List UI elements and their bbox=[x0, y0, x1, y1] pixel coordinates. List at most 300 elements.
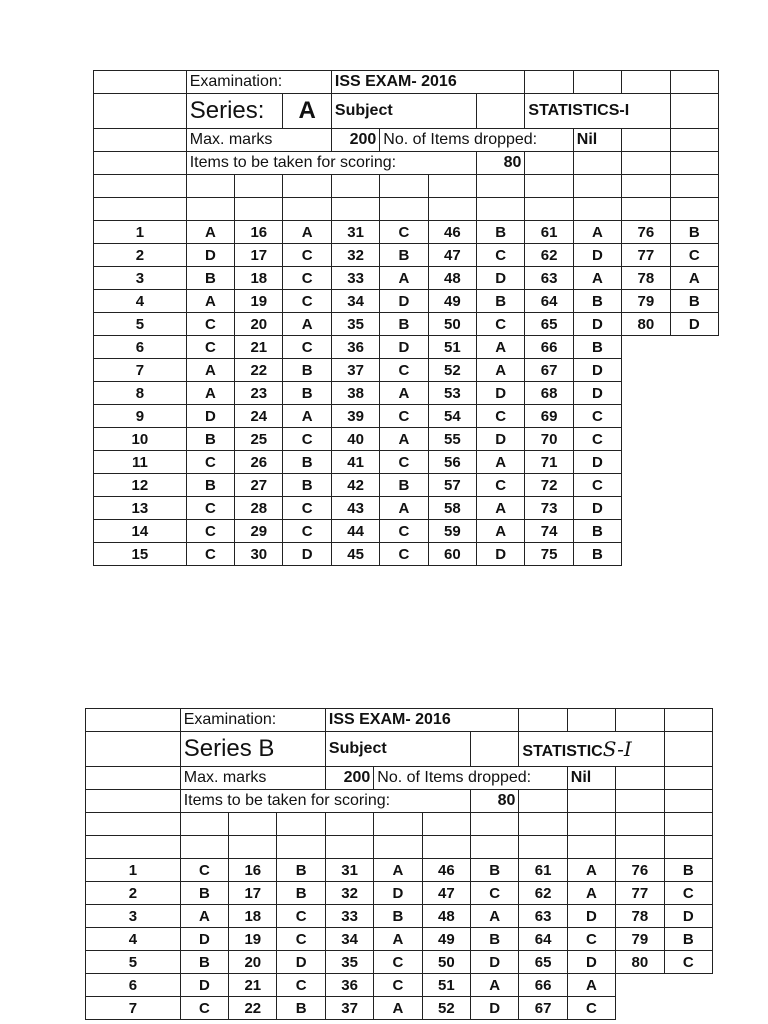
answer-row bbox=[86, 905, 713, 928]
answer-key: D bbox=[477, 428, 525, 451]
question-number: 72 bbox=[525, 474, 573, 497]
question-number: 77 bbox=[616, 882, 664, 905]
blank-cell bbox=[670, 474, 718, 497]
question-number: 39 bbox=[331, 405, 379, 428]
question-number: 22 bbox=[235, 359, 283, 382]
answer-key: B bbox=[573, 543, 621, 566]
question-number: 18 bbox=[229, 905, 277, 928]
question-number: 29 bbox=[235, 520, 283, 543]
question-number: 37 bbox=[325, 997, 373, 1020]
answer-key: A bbox=[180, 905, 228, 928]
answer-row bbox=[86, 951, 713, 974]
question-number: 1 bbox=[94, 221, 187, 244]
answer-key: C bbox=[567, 928, 615, 951]
question-number: 33 bbox=[331, 267, 379, 290]
subject-handwritten: S-I bbox=[602, 737, 632, 761]
answer-key: A bbox=[380, 267, 428, 290]
answer-key: A bbox=[186, 382, 234, 405]
question-number: 65 bbox=[525, 313, 573, 336]
answer-key: B bbox=[283, 382, 331, 405]
question-number: 73 bbox=[525, 497, 573, 520]
question-number: 31 bbox=[331, 221, 379, 244]
subject-value: STATISTICS-I bbox=[525, 94, 670, 129]
question-number: 9 bbox=[94, 405, 187, 428]
question-number: 64 bbox=[525, 290, 573, 313]
answer-key: B bbox=[477, 221, 525, 244]
question-number: 48 bbox=[422, 905, 470, 928]
answer-key: D bbox=[477, 267, 525, 290]
answer-key: C bbox=[567, 997, 615, 1020]
question-number: 79 bbox=[616, 928, 664, 951]
items-dropped-label: No. of Items dropped: bbox=[380, 129, 574, 152]
answer-key: C bbox=[283, 336, 331, 359]
question-number: 63 bbox=[519, 905, 567, 928]
question-number: 3 bbox=[94, 267, 187, 290]
question-number: 38 bbox=[331, 382, 379, 405]
question-number: 17 bbox=[235, 244, 283, 267]
answer-key: C bbox=[670, 244, 718, 267]
question-number: 53 bbox=[428, 382, 476, 405]
blank-cell bbox=[664, 974, 712, 997]
question-number: 78 bbox=[616, 905, 664, 928]
question-number: 75 bbox=[525, 543, 573, 566]
question-number: 18 bbox=[235, 267, 283, 290]
exam-row bbox=[86, 709, 713, 732]
answer-key: D bbox=[573, 382, 621, 405]
answer-key: C bbox=[283, 497, 331, 520]
max-marks-value: 200 bbox=[331, 129, 379, 152]
answer-key: B bbox=[277, 997, 325, 1020]
answer-key: A bbox=[573, 221, 621, 244]
question-number: 11 bbox=[94, 451, 187, 474]
answer-key: A bbox=[567, 974, 615, 997]
question-number: 77 bbox=[622, 244, 670, 267]
answer-key: A bbox=[477, 336, 525, 359]
question-number: 32 bbox=[331, 244, 379, 267]
answer-row bbox=[94, 313, 719, 336]
answer-key: B bbox=[471, 859, 519, 882]
answer-key: C bbox=[573, 428, 621, 451]
question-number: 34 bbox=[331, 290, 379, 313]
answer-row bbox=[94, 543, 719, 566]
answer-key: D bbox=[573, 359, 621, 382]
answer-key: D bbox=[380, 290, 428, 313]
answer-key: B bbox=[180, 882, 228, 905]
answer-key: C bbox=[573, 405, 621, 428]
question-number: 33 bbox=[325, 905, 373, 928]
exam-value: ISS EXAM- 2016 bbox=[331, 71, 525, 94]
question-number: 63 bbox=[525, 267, 573, 290]
answer-key: C bbox=[477, 244, 525, 267]
answer-key: A bbox=[380, 428, 428, 451]
max-marks-label: Max. marks bbox=[180, 767, 325, 790]
blank-cell bbox=[616, 974, 664, 997]
question-number: 2 bbox=[86, 882, 181, 905]
answer-key: D bbox=[573, 451, 621, 474]
answer-key: D bbox=[471, 951, 519, 974]
answer-key: D bbox=[477, 543, 525, 566]
question-number: 59 bbox=[428, 520, 476, 543]
items-dropped-value: Nil bbox=[567, 767, 615, 790]
blank-cell bbox=[622, 428, 670, 451]
blank-cell bbox=[622, 520, 670, 543]
blank-cell bbox=[670, 520, 718, 543]
question-number: 5 bbox=[94, 313, 187, 336]
question-number: 55 bbox=[428, 428, 476, 451]
answer-key: C bbox=[283, 267, 331, 290]
answer-row bbox=[94, 405, 719, 428]
blank-cell bbox=[622, 497, 670, 520]
question-number: 32 bbox=[325, 882, 373, 905]
answer-key: C bbox=[186, 543, 234, 566]
question-number: 2 bbox=[94, 244, 187, 267]
answer-key: A bbox=[374, 859, 422, 882]
answer-key: C bbox=[573, 474, 621, 497]
question-number: 17 bbox=[229, 882, 277, 905]
answer-key: D bbox=[567, 951, 615, 974]
max-marks-row bbox=[94, 129, 719, 152]
exam-label: Examination: bbox=[186, 71, 331, 94]
max-marks-label: Max. marks bbox=[186, 129, 331, 152]
blank-cell bbox=[616, 997, 664, 1020]
blank-cell bbox=[622, 359, 670, 382]
answer-key: C bbox=[477, 313, 525, 336]
question-number: 78 bbox=[622, 267, 670, 290]
answer-key: C bbox=[283, 244, 331, 267]
blank-cell bbox=[670, 497, 718, 520]
scoring-label: Items to be taken for scoring: bbox=[180, 790, 470, 813]
question-number: 19 bbox=[229, 928, 277, 951]
blank-cell bbox=[670, 428, 718, 451]
answer-row bbox=[94, 382, 719, 405]
series-value: A bbox=[283, 94, 331, 129]
question-number: 28 bbox=[235, 497, 283, 520]
answer-key: A bbox=[471, 974, 519, 997]
blank-cell bbox=[670, 336, 718, 359]
answer-key: C bbox=[283, 290, 331, 313]
spacer-row bbox=[86, 836, 713, 859]
answer-key: A bbox=[380, 382, 428, 405]
subject-label: Subject bbox=[325, 732, 470, 767]
answer-key: A bbox=[186, 221, 234, 244]
question-number: 76 bbox=[616, 859, 664, 882]
answer-rows-b bbox=[86, 859, 713, 1020]
answer-key: B bbox=[283, 451, 331, 474]
question-number: 62 bbox=[525, 244, 573, 267]
question-number: 25 bbox=[235, 428, 283, 451]
answer-key: D bbox=[664, 905, 712, 928]
question-number: 69 bbox=[525, 405, 573, 428]
scoring-value: 80 bbox=[471, 790, 519, 813]
answer-key: D bbox=[277, 951, 325, 974]
question-number: 31 bbox=[325, 859, 373, 882]
answer-row bbox=[94, 221, 719, 244]
answer-key: C bbox=[471, 882, 519, 905]
answer-key: D bbox=[283, 543, 331, 566]
answer-row bbox=[86, 997, 713, 1020]
question-number: 13 bbox=[94, 497, 187, 520]
question-number: 54 bbox=[428, 405, 476, 428]
question-number: 20 bbox=[229, 951, 277, 974]
blank-cell bbox=[622, 336, 670, 359]
question-number: 47 bbox=[422, 882, 470, 905]
answer-key: A bbox=[374, 997, 422, 1020]
answer-row bbox=[94, 359, 719, 382]
answer-key: D bbox=[380, 336, 428, 359]
exam-row bbox=[94, 71, 719, 94]
answer-key: A bbox=[567, 882, 615, 905]
answer-key: B bbox=[380, 313, 428, 336]
question-number: 76 bbox=[622, 221, 670, 244]
question-number: 6 bbox=[94, 336, 187, 359]
question-number: 61 bbox=[519, 859, 567, 882]
answer-row bbox=[94, 244, 719, 267]
question-number: 58 bbox=[428, 497, 476, 520]
question-number: 60 bbox=[428, 543, 476, 566]
answer-key: C bbox=[277, 928, 325, 951]
question-number: 64 bbox=[519, 928, 567, 951]
answer-key: A bbox=[567, 859, 615, 882]
question-number: 49 bbox=[422, 928, 470, 951]
question-number: 24 bbox=[235, 405, 283, 428]
answer-key: B bbox=[186, 428, 234, 451]
answer-key: C bbox=[477, 405, 525, 428]
items-dropped-value: Nil bbox=[573, 129, 621, 152]
question-number: 67 bbox=[519, 997, 567, 1020]
question-number: 68 bbox=[525, 382, 573, 405]
answer-key: A bbox=[477, 497, 525, 520]
answer-key: D bbox=[573, 497, 621, 520]
exam-label: Examination: bbox=[180, 709, 325, 732]
spacer-row bbox=[94, 198, 719, 221]
blank-cell bbox=[664, 997, 712, 1020]
answer-key: B bbox=[573, 290, 621, 313]
answer-row bbox=[94, 451, 719, 474]
answer-key: B bbox=[664, 928, 712, 951]
subject-label: Subject bbox=[331, 94, 476, 129]
answer-key: D bbox=[186, 405, 234, 428]
question-number: 51 bbox=[422, 974, 470, 997]
blank-cell bbox=[622, 474, 670, 497]
question-number: 7 bbox=[94, 359, 187, 382]
scoring-row bbox=[94, 152, 719, 175]
question-number: 66 bbox=[525, 336, 573, 359]
answer-row bbox=[94, 336, 719, 359]
answer-key: D bbox=[477, 382, 525, 405]
spacer-row bbox=[86, 813, 713, 836]
blank-cell bbox=[670, 451, 718, 474]
answer-key: A bbox=[283, 405, 331, 428]
question-number: 48 bbox=[428, 267, 476, 290]
question-number: 21 bbox=[229, 974, 277, 997]
question-number: 52 bbox=[428, 359, 476, 382]
question-number: 14 bbox=[94, 520, 187, 543]
series-label: Series B bbox=[180, 732, 325, 767]
answer-key: B bbox=[380, 474, 428, 497]
answer-key: C bbox=[186, 451, 234, 474]
answer-key-series-b bbox=[85, 708, 713, 1020]
question-number: 44 bbox=[331, 520, 379, 543]
question-number: 61 bbox=[525, 221, 573, 244]
question-number: 74 bbox=[525, 520, 573, 543]
question-number: 66 bbox=[519, 974, 567, 997]
question-number: 57 bbox=[428, 474, 476, 497]
answer-rows-a bbox=[94, 221, 719, 566]
answer-key: B bbox=[277, 882, 325, 905]
answer-row bbox=[94, 520, 719, 543]
answer-key: A bbox=[186, 290, 234, 313]
answer-row bbox=[94, 290, 719, 313]
question-number: 79 bbox=[622, 290, 670, 313]
subject-value-print: STATISTIC bbox=[522, 743, 603, 760]
answer-key: C bbox=[186, 520, 234, 543]
answer-key: B bbox=[477, 290, 525, 313]
question-number: 20 bbox=[235, 313, 283, 336]
answer-key: B bbox=[573, 336, 621, 359]
question-number: 65 bbox=[519, 951, 567, 974]
max-marks-row bbox=[86, 767, 713, 790]
answer-key: C bbox=[277, 905, 325, 928]
question-number: 16 bbox=[235, 221, 283, 244]
answer-row bbox=[86, 882, 713, 905]
spacer-row bbox=[94, 175, 719, 198]
answer-key: C bbox=[374, 974, 422, 997]
answer-key: C bbox=[186, 313, 234, 336]
series-row bbox=[94, 94, 719, 129]
answer-key: C bbox=[477, 474, 525, 497]
question-number: 35 bbox=[325, 951, 373, 974]
question-number: 16 bbox=[229, 859, 277, 882]
answer-key: D bbox=[186, 244, 234, 267]
answer-key: C bbox=[380, 405, 428, 428]
answer-key: B bbox=[670, 221, 718, 244]
question-number: 51 bbox=[428, 336, 476, 359]
question-number: 4 bbox=[86, 928, 181, 951]
question-number: 41 bbox=[331, 451, 379, 474]
question-number: 23 bbox=[235, 382, 283, 405]
answer-key-series-a bbox=[93, 70, 719, 566]
answer-key: A bbox=[374, 928, 422, 951]
answer-key: B bbox=[283, 359, 331, 382]
answer-key: B bbox=[283, 474, 331, 497]
answer-key: A bbox=[573, 267, 621, 290]
answer-key: C bbox=[380, 221, 428, 244]
answer-row bbox=[86, 859, 713, 882]
scoring-row bbox=[86, 790, 713, 813]
blank-cell bbox=[622, 451, 670, 474]
question-number: 46 bbox=[422, 859, 470, 882]
answer-row bbox=[94, 497, 719, 520]
blank-cell bbox=[670, 543, 718, 566]
subject-value bbox=[519, 732, 664, 767]
question-number: 50 bbox=[422, 951, 470, 974]
answer-key: B bbox=[186, 267, 234, 290]
question-number: 1 bbox=[86, 859, 181, 882]
answer-key: D bbox=[567, 905, 615, 928]
blank-cell bbox=[622, 382, 670, 405]
blank-cell bbox=[622, 543, 670, 566]
question-number: 43 bbox=[331, 497, 379, 520]
answer-row bbox=[86, 974, 713, 997]
answer-key: A bbox=[283, 221, 331, 244]
answer-key: B bbox=[374, 905, 422, 928]
max-marks-value: 200 bbox=[325, 767, 373, 790]
question-number: 42 bbox=[331, 474, 379, 497]
question-number: 71 bbox=[525, 451, 573, 474]
question-number: 10 bbox=[94, 428, 187, 451]
question-number: 26 bbox=[235, 451, 283, 474]
answer-key: C bbox=[277, 974, 325, 997]
blank-cell bbox=[622, 405, 670, 428]
question-number: 47 bbox=[428, 244, 476, 267]
answer-key: C bbox=[380, 520, 428, 543]
scoring-value: 80 bbox=[477, 152, 525, 175]
answer-row bbox=[94, 428, 719, 451]
answer-key: D bbox=[573, 244, 621, 267]
question-number: 45 bbox=[331, 543, 379, 566]
question-number: 30 bbox=[235, 543, 283, 566]
answer-key: C bbox=[180, 997, 228, 1020]
exam-value: ISS EXAM- 2016 bbox=[325, 709, 519, 732]
question-number: 56 bbox=[428, 451, 476, 474]
answer-key: B bbox=[670, 290, 718, 313]
question-number: 8 bbox=[94, 382, 187, 405]
answer-key: D bbox=[180, 928, 228, 951]
answer-key: C bbox=[380, 451, 428, 474]
answer-key: C bbox=[283, 428, 331, 451]
question-number: 46 bbox=[428, 221, 476, 244]
blank-cell bbox=[670, 359, 718, 382]
answer-key: A bbox=[477, 520, 525, 543]
question-number: 27 bbox=[235, 474, 283, 497]
answer-key: C bbox=[186, 497, 234, 520]
question-number: 22 bbox=[229, 997, 277, 1020]
question-number: 21 bbox=[235, 336, 283, 359]
answer-key: A bbox=[380, 497, 428, 520]
answer-key: C bbox=[283, 520, 331, 543]
blank-cell bbox=[670, 382, 718, 405]
question-number: 6 bbox=[86, 974, 181, 997]
question-number: 62 bbox=[519, 882, 567, 905]
question-number: 3 bbox=[86, 905, 181, 928]
question-number: 34 bbox=[325, 928, 373, 951]
answer-row bbox=[94, 267, 719, 290]
question-number: 15 bbox=[94, 543, 187, 566]
answer-key: C bbox=[664, 951, 712, 974]
answer-key: A bbox=[186, 359, 234, 382]
answer-key: A bbox=[670, 267, 718, 290]
answer-key: A bbox=[477, 451, 525, 474]
question-number: 40 bbox=[331, 428, 379, 451]
question-number: 19 bbox=[235, 290, 283, 313]
question-number: 36 bbox=[325, 974, 373, 997]
answer-key: B bbox=[380, 244, 428, 267]
answer-key: C bbox=[380, 359, 428, 382]
answer-key: D bbox=[670, 313, 718, 336]
question-number: 80 bbox=[622, 313, 670, 336]
blank-cell bbox=[670, 405, 718, 428]
answer-key: B bbox=[277, 859, 325, 882]
question-number: 50 bbox=[428, 313, 476, 336]
answer-key: A bbox=[471, 905, 519, 928]
answer-key: A bbox=[477, 359, 525, 382]
answer-key: D bbox=[374, 882, 422, 905]
answer-key: B bbox=[471, 928, 519, 951]
answer-key: C bbox=[180, 859, 228, 882]
question-number: 4 bbox=[94, 290, 187, 313]
answer-key: B bbox=[664, 859, 712, 882]
question-number: 67 bbox=[525, 359, 573, 382]
